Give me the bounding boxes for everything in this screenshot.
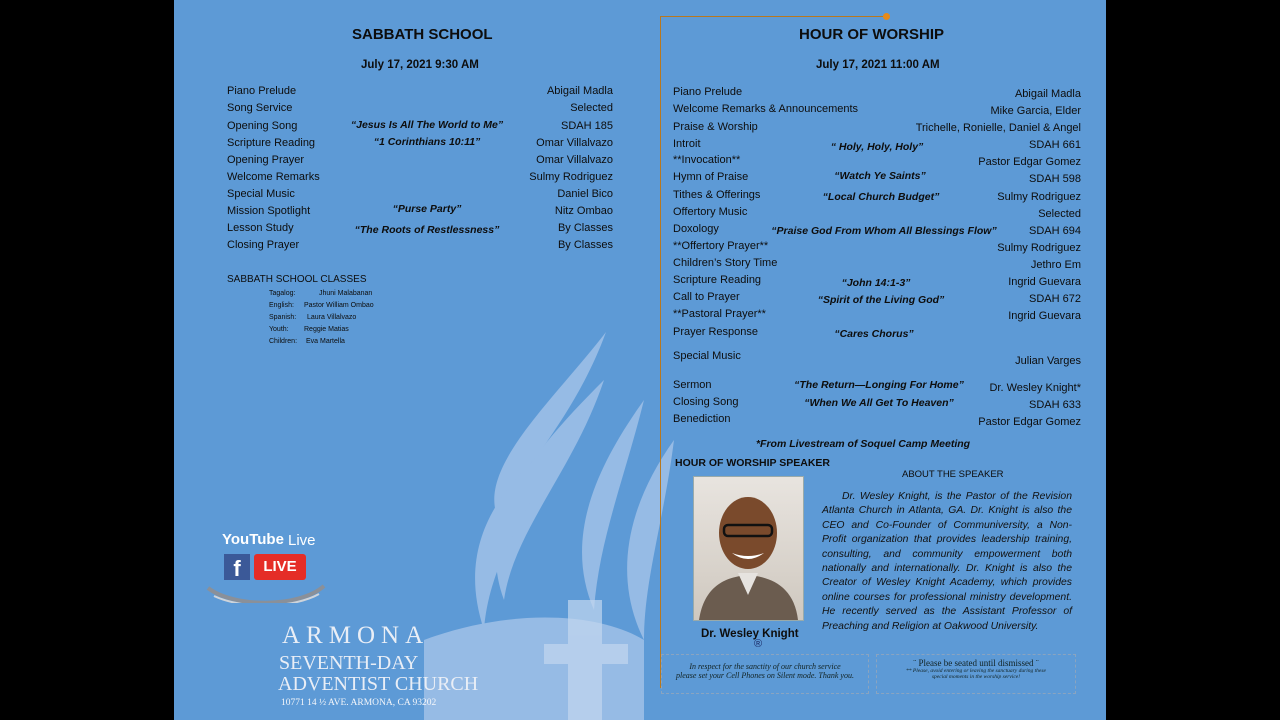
speaker-portrait-icon bbox=[694, 477, 803, 620]
swoosh-icon bbox=[204, 568, 329, 603]
ss-title: “Purse Party” bbox=[392, 203, 462, 215]
about-speaker-title: ABOUT THE SPEAKER bbox=[902, 469, 1004, 480]
class-teacher: Laura Villalvazo bbox=[307, 314, 357, 321]
ss-label: Opening Prayer bbox=[227, 154, 305, 166]
speaker-bio: Dr. Wesley Knight, is the Pastor of the Revision Atlanta Church in Atlanta, GA. Dr. Knight is also the CEO and Co-Founder of Communiversity, a Non-Profit organization that provides leadership training, consulting, and community empowerment both nationally and internationally. Dr. Knight is also the Creator of Wesley Knight Academy, which provides online courses for professional ministry development. He recently served as the Assistant Professor of Preaching and Religion at Oakwood University. bbox=[822, 491, 1072, 632]
header-rule bbox=[660, 16, 888, 17]
speaker-section-title: HOUR OF WORSHIP SPEAKER bbox=[675, 457, 830, 469]
worship-label: Benediction bbox=[673, 413, 731, 425]
youtube-live-label: Live bbox=[288, 532, 316, 549]
worship-label: Offertory Music bbox=[673, 206, 748, 218]
church-name-armona: ARMONA bbox=[282, 622, 430, 649]
ss-right: Omar Villalvazo bbox=[536, 154, 613, 166]
youtube-wordmark: YouTube bbox=[222, 531, 284, 548]
facebook-icon: f bbox=[224, 554, 250, 580]
class-label: Spanish: bbox=[269, 314, 297, 321]
notice-line: please set your Cell Phones on Silent mode. Thank you. bbox=[676, 671, 854, 680]
ss-label: Closing Prayer bbox=[227, 239, 300, 251]
live-badge: LIVE bbox=[254, 554, 306, 580]
accent-dot bbox=[883, 13, 890, 20]
worship-title-text: “The Return—Longing For Home” bbox=[794, 379, 964, 391]
live-stream-badge[interactable] bbox=[204, 528, 324, 603]
class-label: Youth: bbox=[269, 326, 289, 333]
worship-title-text: “Local Church Budget” bbox=[822, 191, 940, 203]
ss-title: “1 Corinthians 10:11” bbox=[373, 136, 481, 148]
ss-right: Abigail Madla bbox=[546, 85, 613, 97]
worship-label: Tithes & Offerings bbox=[673, 189, 761, 201]
worship-label: Children’s Story Time bbox=[673, 257, 778, 269]
worship-label: Introit bbox=[673, 138, 701, 150]
worship-right: Sulmy Rodriguez bbox=[997, 242, 1081, 254]
registered-mark: ® bbox=[754, 638, 763, 650]
class-teacher: Pastor William Ombao bbox=[304, 302, 374, 309]
ss-right: By Classes bbox=[557, 222, 613, 234]
ss-label: Piano Prelude bbox=[227, 85, 297, 97]
worship-right: SDAH 694 bbox=[1029, 225, 1081, 237]
class-teacher: Eva Martella bbox=[306, 338, 345, 345]
worship-title-text: “Watch Ye Saints” bbox=[834, 170, 926, 182]
church-name-sda: SEVENTH-DAY bbox=[279, 652, 419, 674]
worship-title-text: “When We All Get To Heaven” bbox=[804, 397, 954, 409]
worship-right: Pastor Edgar Gomez bbox=[978, 156, 1081, 168]
worship-right: Abigail Madla bbox=[1014, 88, 1081, 100]
speaker-photo bbox=[693, 476, 804, 621]
worship-label: **Offertory Prayer** bbox=[673, 240, 769, 252]
ss-label: Welcome Remarks bbox=[227, 171, 320, 183]
worship-label: Closing Song bbox=[673, 396, 739, 408]
worship-right: Pastor Edgar Gomez bbox=[978, 416, 1081, 428]
church-name-adventist: ADVENTIST CHURCH bbox=[278, 673, 479, 695]
sabbath-school-title: SABBATH SCHOOL bbox=[352, 26, 493, 43]
worship-right: Julian Varges bbox=[1015, 355, 1081, 367]
worship-right: Trichelle, Ronielle, Daniel & Angel bbox=[915, 122, 1081, 134]
worship-right: Ingrid Guevara bbox=[1008, 276, 1081, 288]
worship-right: SDAH 598 bbox=[1029, 173, 1081, 185]
livestream-note: *From Livestream of Soquel Camp Meeting bbox=[755, 438, 971, 450]
class-teacher: Jhuni Malabanan bbox=[319, 290, 373, 297]
worship-title-text: “John 14:1-3” bbox=[841, 277, 911, 289]
ss-title: “The Roots of Restlessness” bbox=[354, 224, 500, 236]
worship-right: SDAH 672 bbox=[1029, 293, 1081, 305]
notice-line: In respect for the sanctity of our church service bbox=[689, 662, 841, 671]
youtube-logo bbox=[222, 531, 284, 548]
class-label: Tagalog: bbox=[269, 290, 296, 297]
ss-title: “Jesus Is All The World to Me” bbox=[350, 119, 504, 131]
worship-label: Welcome Remarks & Announcements bbox=[673, 103, 859, 115]
ss-label: Scripture Reading bbox=[227, 137, 316, 149]
column-divider bbox=[660, 16, 661, 688]
seating-notice bbox=[876, 654, 1076, 694]
worship-title-text: “Spirit of the Living God” bbox=[817, 294, 945, 306]
worship-label: Scripture Reading bbox=[673, 274, 762, 286]
worship-title-text: “Cares Chorus” bbox=[834, 328, 914, 340]
worship-right: Sulmy Rodriguez bbox=[997, 191, 1081, 203]
worship-right: SDAH 633 bbox=[1029, 399, 1081, 411]
notice-line: special moments in the worship service! bbox=[931, 674, 1021, 680]
worship-label: Hymn of Praise bbox=[673, 171, 749, 183]
worship-label: Doxology bbox=[673, 223, 719, 235]
worship-label: Piano Prelude bbox=[673, 86, 743, 98]
ss-label: Lesson Study bbox=[227, 222, 294, 234]
worship-right: Ingrid Guevara bbox=[1008, 310, 1081, 322]
worship-title-text: “ Holy, Holy, Holy” bbox=[830, 141, 924, 153]
class-label: English: bbox=[269, 302, 294, 309]
class-label: Children: bbox=[269, 338, 298, 345]
worship-title-text: “Praise God From Whom All Blessings Flow” bbox=[771, 225, 997, 237]
ss-right: Omar Villalvazo bbox=[536, 137, 613, 149]
ss-right: Sulmy Rodriguez bbox=[529, 171, 613, 183]
notice-line: ** Please, avoid entering or leaving the sanctuary during these bbox=[906, 668, 1046, 674]
worship-right: SDAH 661 bbox=[1029, 139, 1081, 151]
worship-label: **Pastoral Prayer** bbox=[673, 308, 766, 320]
worship-label: Praise & Worship bbox=[673, 121, 758, 133]
ss-label: Special Music bbox=[227, 188, 295, 200]
church-address: 10771 14 ½ AVE. ARMONA, CA 93202 bbox=[281, 698, 437, 708]
worship-label: Sermon bbox=[673, 379, 712, 391]
worship-label: Special Music bbox=[673, 350, 741, 362]
class-teacher: Reggie Matias bbox=[304, 326, 349, 333]
ss-right: Nitz Ombao bbox=[554, 205, 613, 217]
worship-right: Jethro Em bbox=[1030, 259, 1081, 271]
worship-date: July 17, 2021 11:00 AM bbox=[816, 59, 940, 71]
worship-label: Call to Prayer bbox=[673, 291, 740, 303]
ss-label: Opening Song bbox=[227, 120, 298, 132]
worship-title: HOUR OF WORSHIP bbox=[799, 26, 944, 43]
sabbath-school-date: July 17, 2021 9:30 AM bbox=[361, 59, 479, 71]
ss-label: Song Service bbox=[227, 102, 293, 114]
ss-right: By Classes bbox=[557, 239, 613, 251]
ss-classes-title: SABBATH SCHOOL CLASSES bbox=[227, 274, 367, 285]
ss-label: Mission Spotlight bbox=[227, 205, 311, 217]
worship-right: Mike Garcia, Elder bbox=[990, 105, 1081, 117]
worship-right: Selected bbox=[1038, 208, 1081, 220]
cell-phone-notice bbox=[661, 654, 869, 694]
bulletin-page bbox=[174, 0, 1106, 720]
ss-right: SDAH 185 bbox=[561, 120, 613, 132]
speaker-name: Dr. Wesley Knight bbox=[701, 628, 799, 640]
worship-label: **Invocation** bbox=[673, 154, 741, 166]
ss-right: Selected bbox=[570, 102, 613, 114]
worship-right: Dr. Wesley Knight* bbox=[989, 382, 1081, 394]
notice-title: ¨ Please be seated until dismissed ¨ bbox=[913, 658, 1039, 668]
ss-right: Daniel Bico bbox=[557, 188, 613, 200]
worship-label: Prayer Response bbox=[673, 326, 758, 338]
